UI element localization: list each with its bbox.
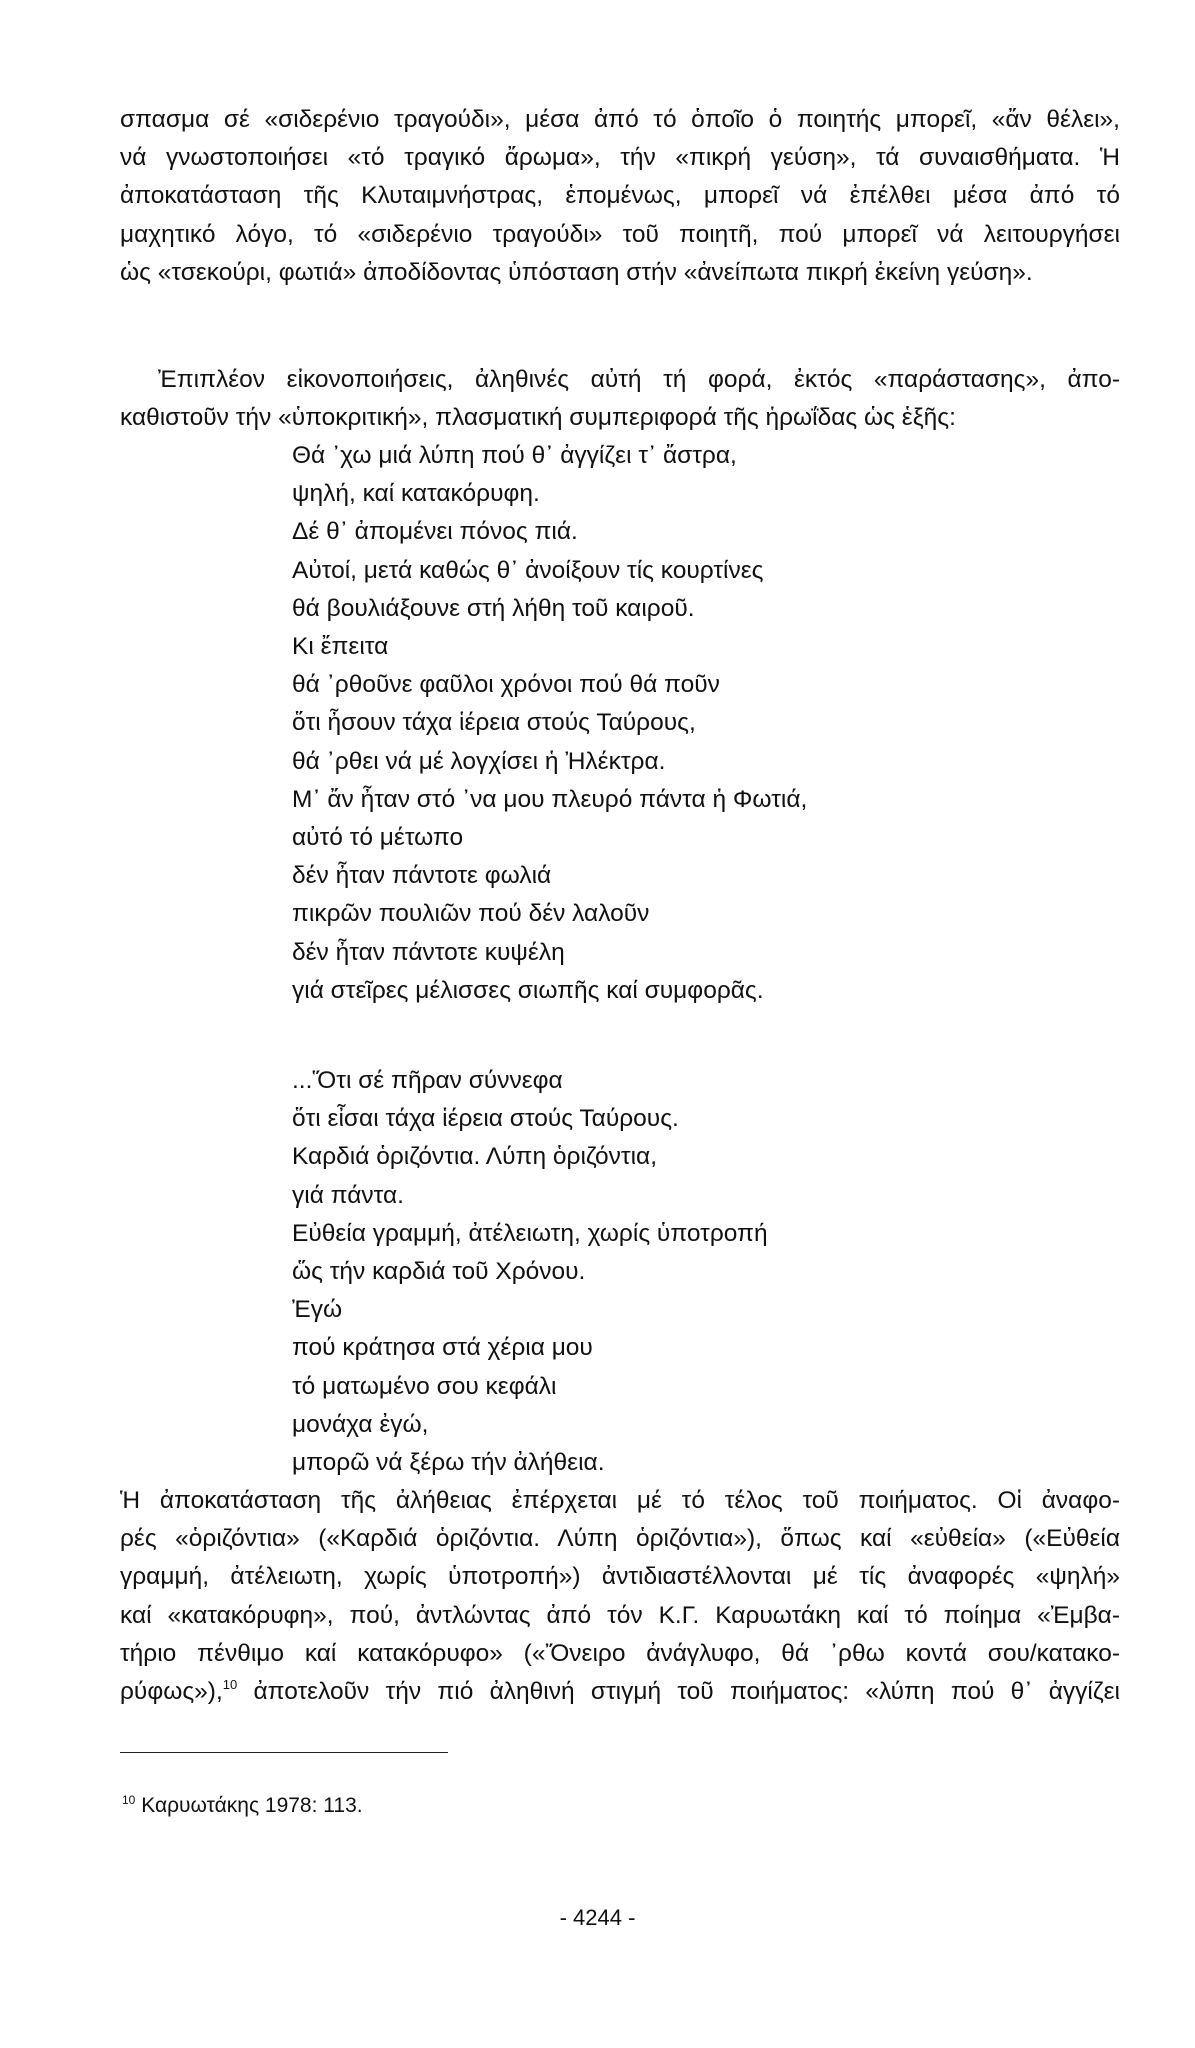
- line-fragment: ἀποτελοῦν τήν πιό ἀληθινή στιγμή τοῦ ποιήματος: «λύπη πού θ᾽ ἀγγίζει: [253, 1678, 1120, 1706]
- text-line: ὡς «τσεκούρι, φωτιά» ἀποδίδοντας ὑπόσταση στήν «ἀνείπωτα πικρή ἐκείνη γεύση».: [120, 258, 1033, 286]
- poem-line: γιά πάντα.: [292, 1181, 404, 1209]
- footnote-reference[interactable]: 10: [222, 1677, 238, 1693]
- text-line: Ἡ ἀποκατάσταση τῆς ἀλήθειας ἐπέρχεται μέ τό τέλος τοῦ ποιήματος. Οἱ ἀναφο-: [120, 1487, 1120, 1514]
- page-number: - 4244 -: [559, 1905, 636, 1930]
- poem-line: ὅτι ἦσουν τάχα ἱέρεια στούς Ταύρους,: [292, 709, 696, 737]
- poem-line: μπορῶ νά ξέρω τήν ἀλήθεια.: [292, 1449, 605, 1477]
- paragraph-body: [120, 361, 1120, 437]
- poem-line: θά ᾽ρθει νά μέ λογχίσει ἡ Ἠλέκτρα.: [292, 747, 666, 775]
- footnote: [122, 1792, 363, 1820]
- paragraph-3: [120, 1482, 1120, 1711]
- text-line: ρές «ὁριζόντια» («Καρδιά ὁριζόντια. Λύπη ὁριζόντια»), ὅπως καί «εὐθεία» («Εὐθεία: [120, 1525, 1120, 1553]
- poem-excerpt-2: [292, 1062, 1112, 1482]
- poem-line: τό ματωμένο σου κεφάλι: [292, 1372, 557, 1400]
- poem-line: δέν ἦταν πάντοτε φωλιά: [292, 862, 552, 890]
- poem-line: αὐτό τό μέτωπο: [292, 824, 464, 852]
- text-line: [120, 1673, 1120, 1711]
- poem-line: δέν ἦταν πάντοτε κυψέλη: [292, 938, 565, 966]
- poem-line: Αὐτοί, μετά καθώς θ᾽ ἀνοίξουν τίς κουρτίνες: [292, 556, 764, 584]
- line-fragment: ρύφως»),: [120, 1678, 223, 1706]
- paragraph-body: [120, 1482, 1120, 1711]
- poem-line: Δέ θ᾽ ἀπομένει πόνος πιά.: [292, 518, 578, 546]
- text-line: γραμμή, ἀτέλειωτη, χωρίς ὑποτροπή») ἀντιδιαστέλλονται μέ τίς ἀναφορές «ψηλή»: [120, 1563, 1120, 1591]
- poem-line: ...Ὅτι σέ πῆραν σύννεφα: [292, 1067, 563, 1094]
- footnote-number: 10: [122, 1793, 136, 1807]
- text-line: καθιστοῦν τήν «ὑποκριτική», πλασματική συμπεριφορά τῆς ἡρωΐδας ὡς ἑξῆς:: [120, 404, 956, 432]
- text-line: καί «κατακόρυφη», πού, ἀντλώντας ἀπό τόν Κ.Γ. Καρυωτάκη καί τό ποίημα «Ἐμβα-: [120, 1601, 1120, 1629]
- footnote-text: Καρυωτάκης 1978: 113.: [141, 1794, 363, 1817]
- poem-line: Μ᾽ ἄν ἦταν στό ᾽να μου πλευρό πάντα ἡ Φωτιά,: [292, 785, 808, 813]
- text-line: Ἐπιπλέον εἰκονοποιήσεις, ἀληθινές αὐτή τή φορά, ἐκτός «παράστασης», ἀπο-: [158, 366, 1120, 393]
- paragraph-1: [120, 101, 1120, 292]
- poem-line: Ἐγώ: [292, 1296, 343, 1324]
- poem-line: ψηλή, καί κατακόρυφη.: [292, 480, 540, 508]
- text-line: μαχητικό λόγο, τό «σιδερένιο τραγούδι» τοῦ ποιητῆ, πού μπορεῖ νά λειτουργήσει: [120, 220, 1120, 248]
- text-line: νά γνωστοποιήσει «τό τραγικό ἄρωμα», τήν «πικρή γεύση», τά συναισθήματα. Ἡ: [120, 144, 1120, 172]
- poem-excerpt-1: [292, 437, 1112, 1010]
- poem-line: πικρῶν πουλιῶν πού δέν λαλοῦν: [292, 900, 650, 928]
- poem-line: ὥς τήν καρδιά τοῦ Χρόνου.: [292, 1258, 586, 1286]
- paragraph-2: [120, 361, 1120, 437]
- poem-line: πού κράτησα στά χέρια μου: [292, 1334, 593, 1362]
- text-line: τήριο πένθιμο καί κατακόρυφο» («Ὄνειρο ἀνάγλυφο, θά ᾽ρθω κοντά σου/κατακο-: [120, 1639, 1120, 1667]
- text-line: σπασμα σέ «σιδερένιο τραγούδι», μέσα ἀπό τό ὁποῖο ὁ ποιητής μπορεῖ, «ἄν θέλει»,: [120, 106, 1120, 133]
- poem-line: θά βουλιάξουνε στή λήθη τοῦ καιροῦ.: [292, 594, 695, 622]
- text-line: ἀποκατάσταση τῆς Κλυταιμνήστρας, ἑπομένως, μπορεῖ νά ἐπέλθει μέσα ἀπό τό: [120, 182, 1120, 210]
- poem-line: θά ᾽ρθοῦνε φαῦλοι χρόνοι πού θά ποῦν: [292, 671, 720, 699]
- poem-line: Εὐθεία γραμμή, ἀτέλειωτη, χωρίς ὑποτροπή: [292, 1219, 768, 1247]
- poem-line: γιά στεῖρες μέλισσες σιωπῆς καί συμφορᾶς.: [292, 976, 764, 1004]
- footnote-separator: [120, 1752, 448, 1753]
- poem-line: μονάχα ἐγώ,: [292, 1410, 429, 1438]
- poem-line: Καρδιά ὁριζόντια. Λύπη ὁριζόντια,: [292, 1143, 658, 1171]
- paragraph-body: [120, 101, 1120, 292]
- poem-line: ὅτι εἶσαι τάχα ἱέρεια στούς Ταύρους.: [292, 1105, 679, 1133]
- poem-line: Κι ἔπειτα: [292, 633, 389, 661]
- poem-line: Θά ᾽χω μιά λύπη πού θ᾽ ἀγγίζει τ᾽ ἄστρα,: [292, 442, 737, 469]
